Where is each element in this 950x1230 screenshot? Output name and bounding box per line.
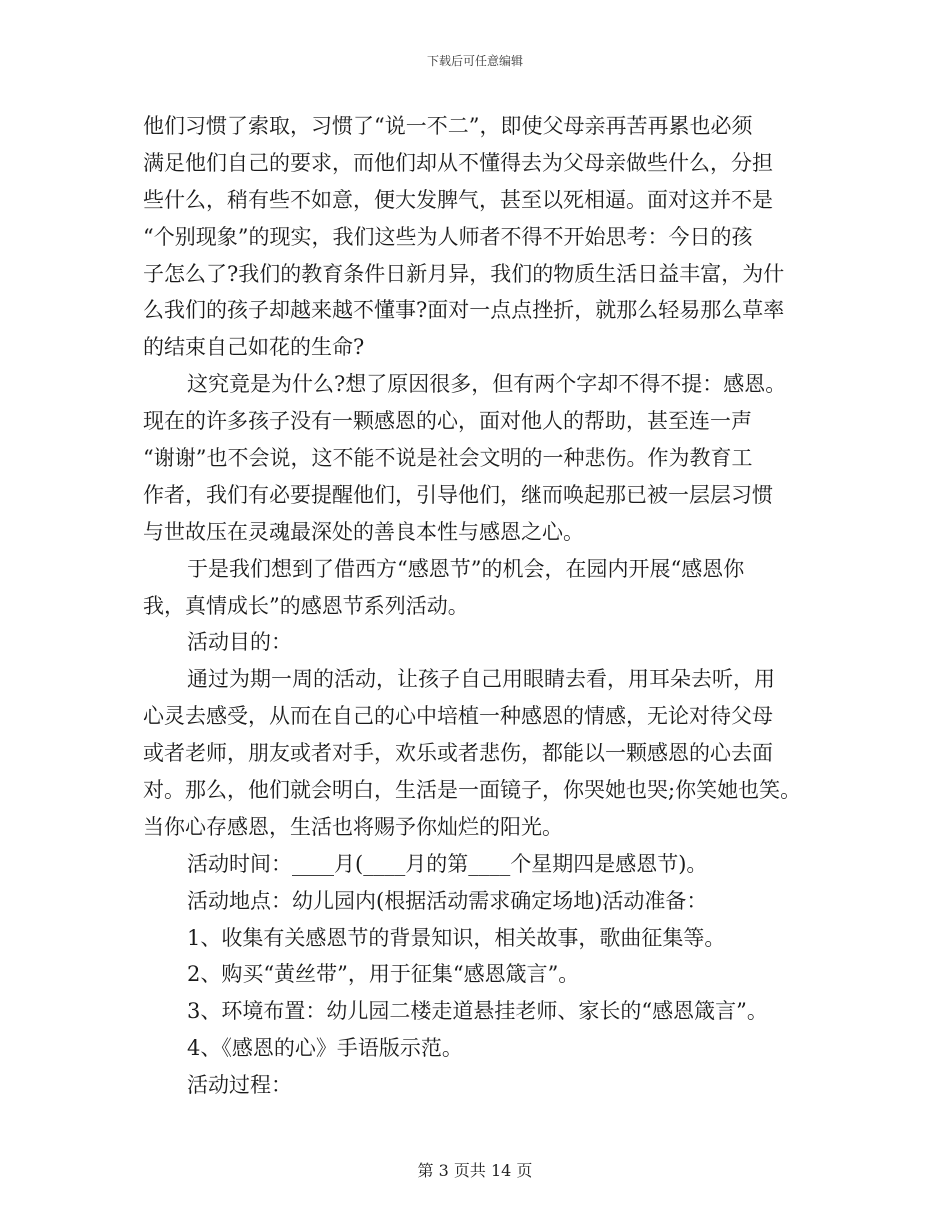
text-line: “个别现象”的现实，我们这些为人师者不得不开始思考：今日的孩 bbox=[143, 224, 753, 249]
text-line: 与世故压在灵魂最深处的善良本性与感恩之心。 bbox=[143, 519, 584, 544]
text-line: 通过为期一周的活动，让孩子自己用眼睛去看，用耳朵去听，用 bbox=[187, 667, 775, 692]
text-line: “谢谢”也不会说，这不能不说是社会文明的一种悲伤。作为教育工 bbox=[143, 446, 753, 471]
text-line: 对。那么，他们就会明白，生活是一面镜子，你哭她也哭;你笑她也笑。 bbox=[143, 778, 802, 803]
text-line: 3、环境布置：幼儿园二楼走道悬挂老师、家长的“感恩箴言”。 bbox=[187, 999, 768, 1024]
text-line: 于是我们想到了借西方“感恩节”的机会，在园内开展“感恩你 bbox=[187, 556, 745, 581]
text-line: 他们习惯了索取，习惯了“说一不二”，即使父母亲再苦再累也必须 bbox=[143, 114, 753, 138]
text-line: 子怎么了?我们的教育条件日新月异，我们的物质生活日益丰富，为什 bbox=[143, 261, 785, 286]
page-number: 第 3 页共 14 页 bbox=[417, 1161, 533, 1180]
text-line: 1、收集有关感恩节的背景知识，相关故事，歌曲征集等。 bbox=[187, 925, 726, 950]
text-line: 活动目的： bbox=[187, 630, 292, 655]
text-line: 活动时间：____月(____月的第____个星期四是感恩节)。 bbox=[187, 851, 708, 876]
text-line: 活动过程： bbox=[187, 1073, 292, 1098]
text-line: 现在的许多孩子没有一颗感恩的心，面对他人的帮助，甚至连一声 bbox=[143, 409, 752, 434]
document-body bbox=[143, 108, 823, 1104]
text-line: 满足他们自己的要求，而他们却从不懂得去为父母亲做些什么，分担 bbox=[143, 150, 773, 175]
text-line: 心灵去感受，从而在自己的心中培植一种感恩的情感，无论对待父母 bbox=[143, 704, 773, 729]
text-line: 当你心存感恩，生活也将赐予你灿烂的阳光。 bbox=[143, 814, 563, 839]
text-line: 作者，我们有必要提醒他们，引导他们，继而唤起那已被一层层习惯 bbox=[143, 482, 773, 507]
text-line: 2、购买“黄丝带”，用于征集“感恩箴言”。 bbox=[187, 962, 580, 987]
text-line: 我，真情成长”的感恩节系列活动。 bbox=[143, 593, 469, 618]
text-line: 么我们的孩子却越来越不懂事?面对一点点挫折，就那么轻易那么草率 bbox=[143, 298, 785, 323]
text-line: 或者老师，朋友或者对手，欢乐或者悲伤，都能以一颗感恩的心去面 bbox=[143, 741, 773, 766]
text-line: 些什么，稍有些不如意，便大发脾气，甚至以死相逼。面对这并不是 bbox=[143, 187, 773, 212]
page-header: 下载后可任意编辑 bbox=[426, 54, 523, 68]
text-line: 活动地点：幼儿园内(根据活动需求确定场地)活动准备： bbox=[187, 888, 708, 913]
text-line: 4、《感恩的心》手语版示范。 bbox=[187, 1036, 463, 1061]
text-line: 这究竟是为什么?想了原因很多，但有两个字却不得不提：感恩。 bbox=[187, 372, 787, 397]
text-line: 的结束自己如花的生命? bbox=[143, 335, 365, 360]
